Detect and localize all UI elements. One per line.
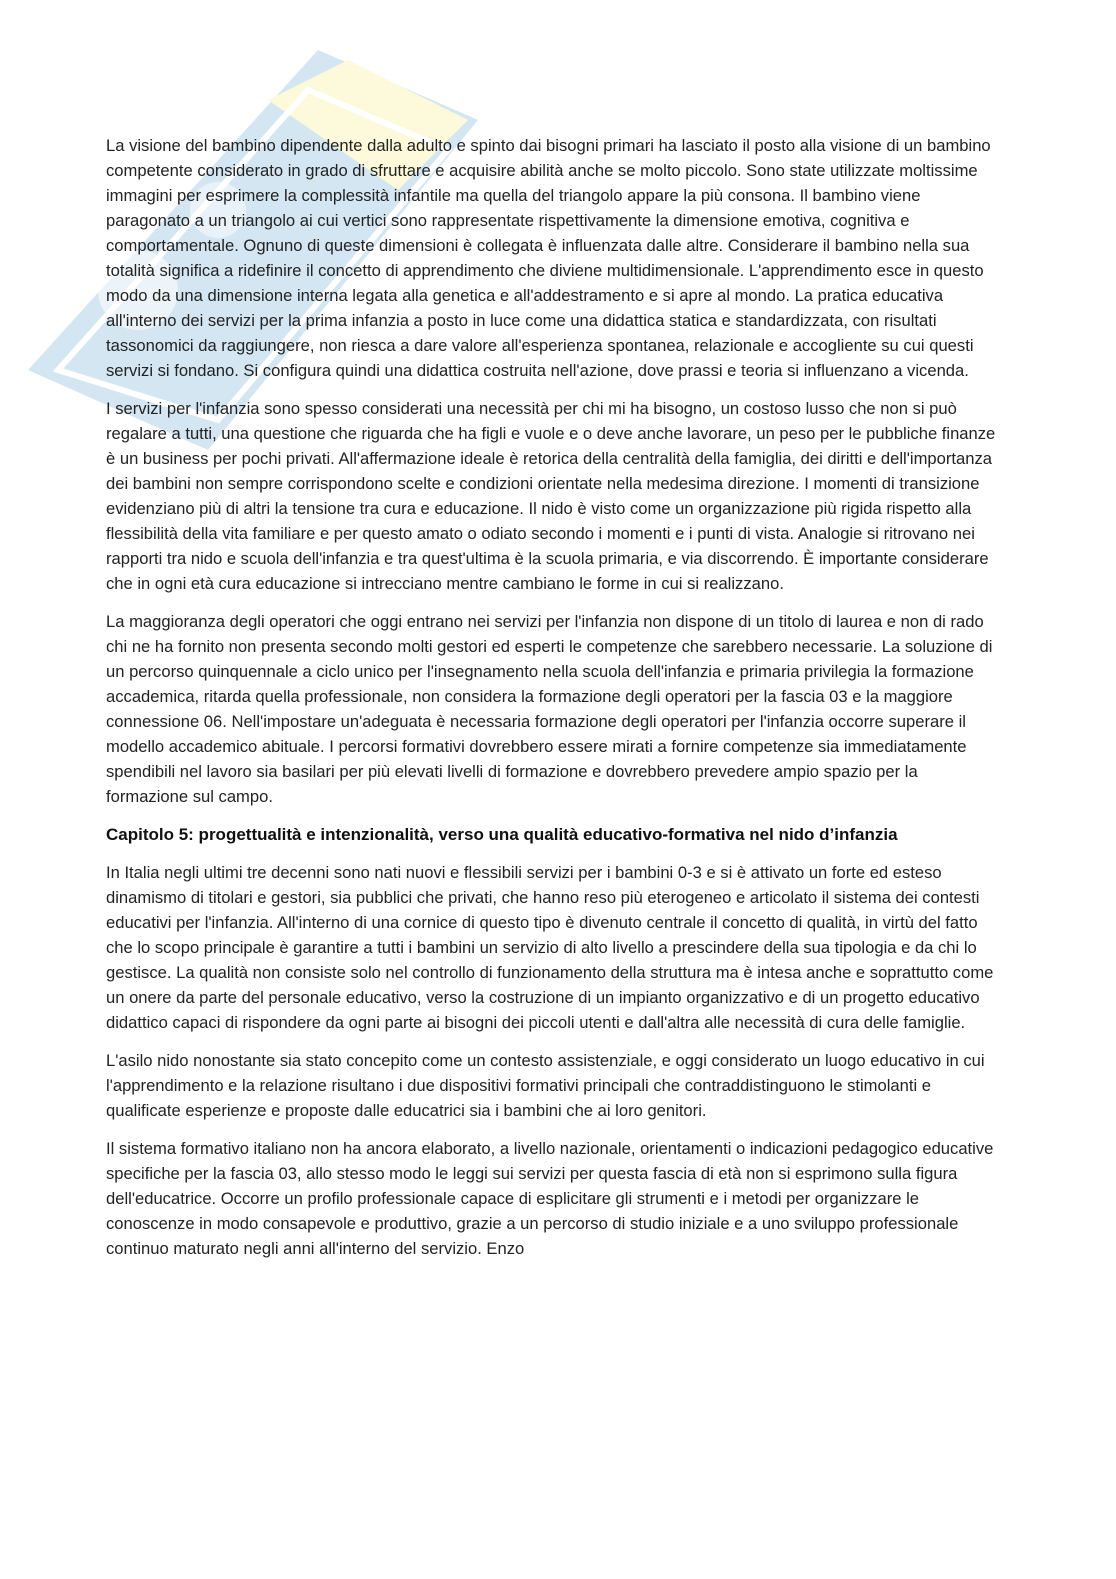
chapter-heading: Capitolo 5: progettualità e intenzionalità, verso una qualità educativo-formativa nel nido d’infanzia (106, 825, 898, 844)
paragraph-training-system: Il sistema formativo italiano non ha ancora elaborato, a livello nazionale, orientamenti o indicazioni pedagogico educative specifiche per la fascia 03, allo stesso modo le leggi sui servizi per questa fascia di età non si esprimono sulla figura dell'educatrice. Occorre un profilo professionale capace di esplicitare gli strumenti e i metodi per organizzare le conoscenze in modo consapevole e produttivo, grazie a un percorso di studio iniziale e a uno sviluppo professionale continuo maturato negli anni all'interno del servizio. Enzo (106, 1139, 994, 1258)
paragraph-operator-training: La maggioranza degli operatori che oggi entrano nei servizi per l'infanzia non dispone di un titolo di laurea e non di rado chi ne ha fornito non presenta secondo molti gestori ed esperti le competenze che sarebbero necessarie. La soluzione di un percorso quinquennale a ciclo unico per l'insegnamento nella scuola dell'infanzia e primaria privilegia la formazione accademica, ritarda quella professionale, non considera la formazione degli operatori per la fascia 03 e la maggiore connessione 06. Nell'impostare un'adeguata è necessaria formazione degli operatori per l'infanzia occorre superare il modello accademico abituale. I percorsi formativi dovrebbero essere mirati a fornire competenze sia immediatamente spendibili nel lavoro sia basilari per più elevati livelli di formazione e dovrebbero prevedere ampio spazio per la formazione sul campo. (106, 612, 993, 806)
paragraph-childcare-services: I servizi per l'infanzia sono spesso considerati una necessità per chi mi ha bisogno, un costoso lusso che non si può regalare a tutti, una questione che riguarda che ha figli e vuole e o deve anche lavorare, un peso per le pubbliche finanze è un business per pochi privati. All'affermazione ideale è retorica della centralità della famiglia, dei diritti e dell'importanza dei bambini non sempre corrispondono scelte e condizioni orientate nella medesima direzione. I momenti di transizione evidenziano più di altri la tensione tra cura e educazione. Il nido è visto come un organizzazione più rigida rispetto alla flessibilità della vita familiare e per questo amato o odiato secondo i momenti e i punti di vista. Analogie si ritrovano nei rapporti tra nido e scuola dell'infanzia e tra quest'ultima è la scuola primaria, e via discorrendo. È importante considerare che in ogni età cura educazione si intrecciano mentre cambiano le forme in cui si realizzano. (106, 399, 996, 593)
paragraph-child-vision: La visione del bambino dipendente dalla adulto e spinto dai bisogni primari ha lasciato il posto alla visione di un bambino competente considerato in grado di sfruttare e acquisire abilità anche se molto piccolo. Sono state utilizzate moltissime immagini per esprimere la complessità infantile ma quella del triangolo appare la più consona. Il bambino viene paragonato a un triangolo ai cui vertici sono rappresentate rispettivamente la dimensione emotiva, cognitiva e comportamentale. Ognuno di queste dimensioni è collegata è influenzata dalle altre. Considerare il bambino nella sua totalità significa a ridefinire il concetto di apprendimento che diviene multidimensionale. L'apprendimento esce in questo modo da una dimensione interna legata alla genetica e all'addestramento e si apre al mondo. La pratica educativa all'interno dei servizi per la prima infanzia a posto in luce come una didattica statica e standardizzata, con risultati tassonomici da raggiungere, non riesca a dare valore all'esperienza spontanea, relazionale e accogliente su cui questi servizi si fondano. Si configura quindi una didattica costruita nell'azione, dove prassi e teoria si influenzano a vicenda. (106, 136, 991, 380)
paragraph-quality: In Italia negli ultimi tre decenni sono nati nuovi e flessibili servizi per i bambini 0-3 e si è attivato un forte ed esteso dinamismo di titolari e gestori, sia pubblici che privati, che hanno reso più eterogeneo e articolato il sistema dei contesti educativi per l'infanzia. All'interno di una cornice di questo tipo è divenuto centrale il concetto di qualità, in virtù del fatto che lo scopo principale è garantire a tutti i bambini un servizio di alto livello a prescindere della sua tipologia e da chi lo gestisce. La qualità non consiste solo nel controllo di funzionamento della struttura ma è intesa anche e soprattutto come un onere da parte del personale educativo, verso la costruzione di un impianto organizzativo e di un progetto educativo didattico capaci di rispondere da ogni parte ai bisogni dei piccoli utenti e dall'altra alle necessità di cura delle famiglie. (106, 863, 994, 1032)
document-page (106, 133, 1004, 1274)
paragraph-asilo-nido: L'asilo nido nonostante sia stato concepito come un contesto assistenziale, e oggi considerato un luogo educativo in cui l'apprendimento e la relazione risultano i due dispositivi formativi principali che contraddistinguono le stimolanti e qualificate esperienze e proposte dalle educatrici sia i bambini che ai loro genitori. (106, 1051, 985, 1120)
